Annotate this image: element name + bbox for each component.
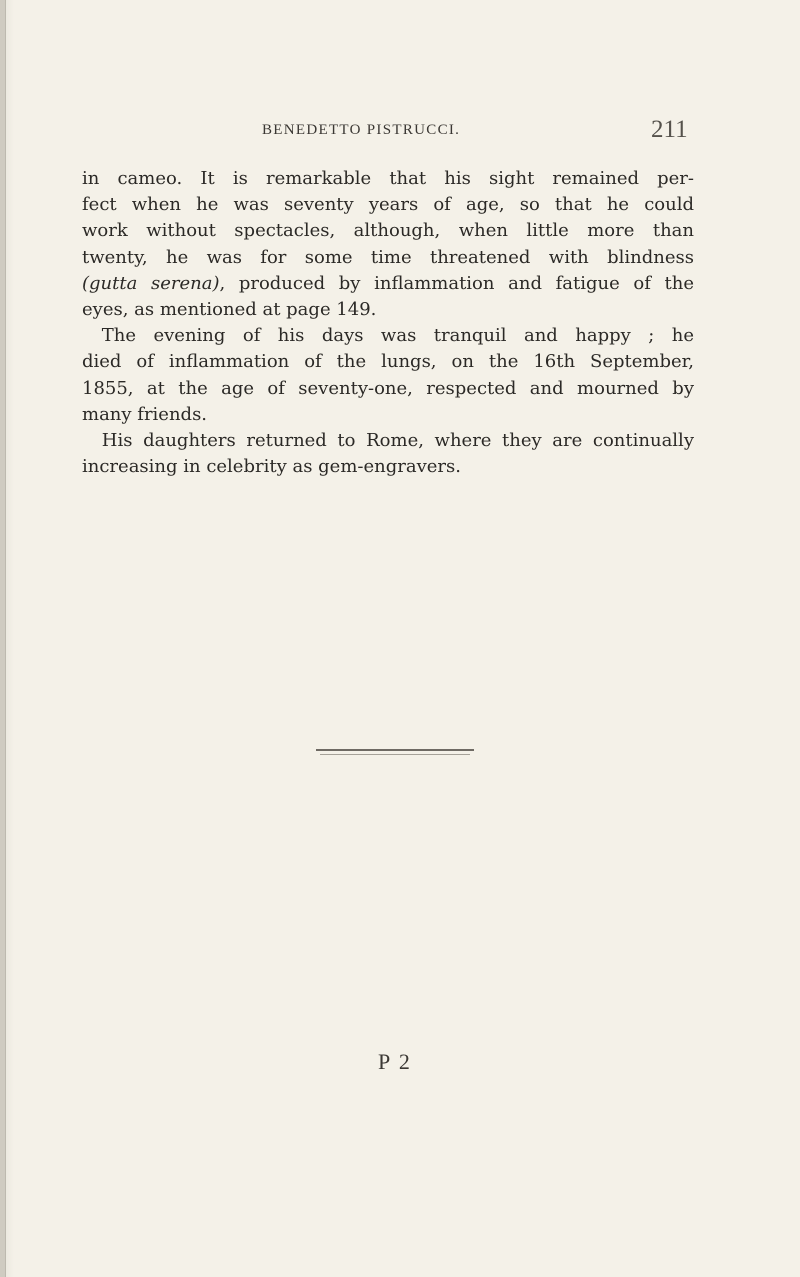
text-fragment: , produced by inflammation and fatigue of the bbox=[219, 272, 694, 294]
italic-term: (gutta serena) bbox=[82, 272, 220, 294]
text-line: His daughters returned to Rome, where they are continually bbox=[101, 430, 694, 452]
text-line bbox=[82, 271, 694, 297]
text-line: increasing in celebrity as gem-engravers. bbox=[82, 456, 461, 478]
body-text bbox=[82, 166, 694, 480]
text-line: twenty, he was for some time threatened with blindness bbox=[82, 246, 694, 268]
text-line: eyes, as mentioned at page 149. bbox=[82, 299, 377, 321]
signature-mark: P 2 bbox=[378, 1049, 412, 1074]
page-number: 211 bbox=[651, 116, 688, 143]
section-end-rule-thin bbox=[320, 754, 470, 755]
text-line: fect when he was seventy years of age, so that he could bbox=[82, 194, 694, 216]
paragraph-3 bbox=[82, 428, 694, 480]
paragraph-2 bbox=[82, 323, 694, 428]
text-line: died of inflammation of the lungs, on the 16th September, bbox=[82, 351, 694, 373]
text-line: in cameo. It is remarkable that his sight remained per- bbox=[82, 168, 694, 189]
text-line: work without spectacles, although, when little more than bbox=[82, 220, 694, 242]
text-line: many friends. bbox=[82, 403, 208, 425]
page-gutter-edge bbox=[0, 0, 6, 1277]
section-end-rule bbox=[316, 749, 474, 751]
text-line: 1855, at the age of seventy-one, respected and mourned by bbox=[82, 377, 694, 399]
text-line: The evening of his days was tranquil and happy ; he bbox=[101, 325, 694, 347]
paragraph-1 bbox=[82, 166, 694, 323]
running-head-title: BENEDETTO PISTRUCCI. bbox=[262, 122, 461, 138]
